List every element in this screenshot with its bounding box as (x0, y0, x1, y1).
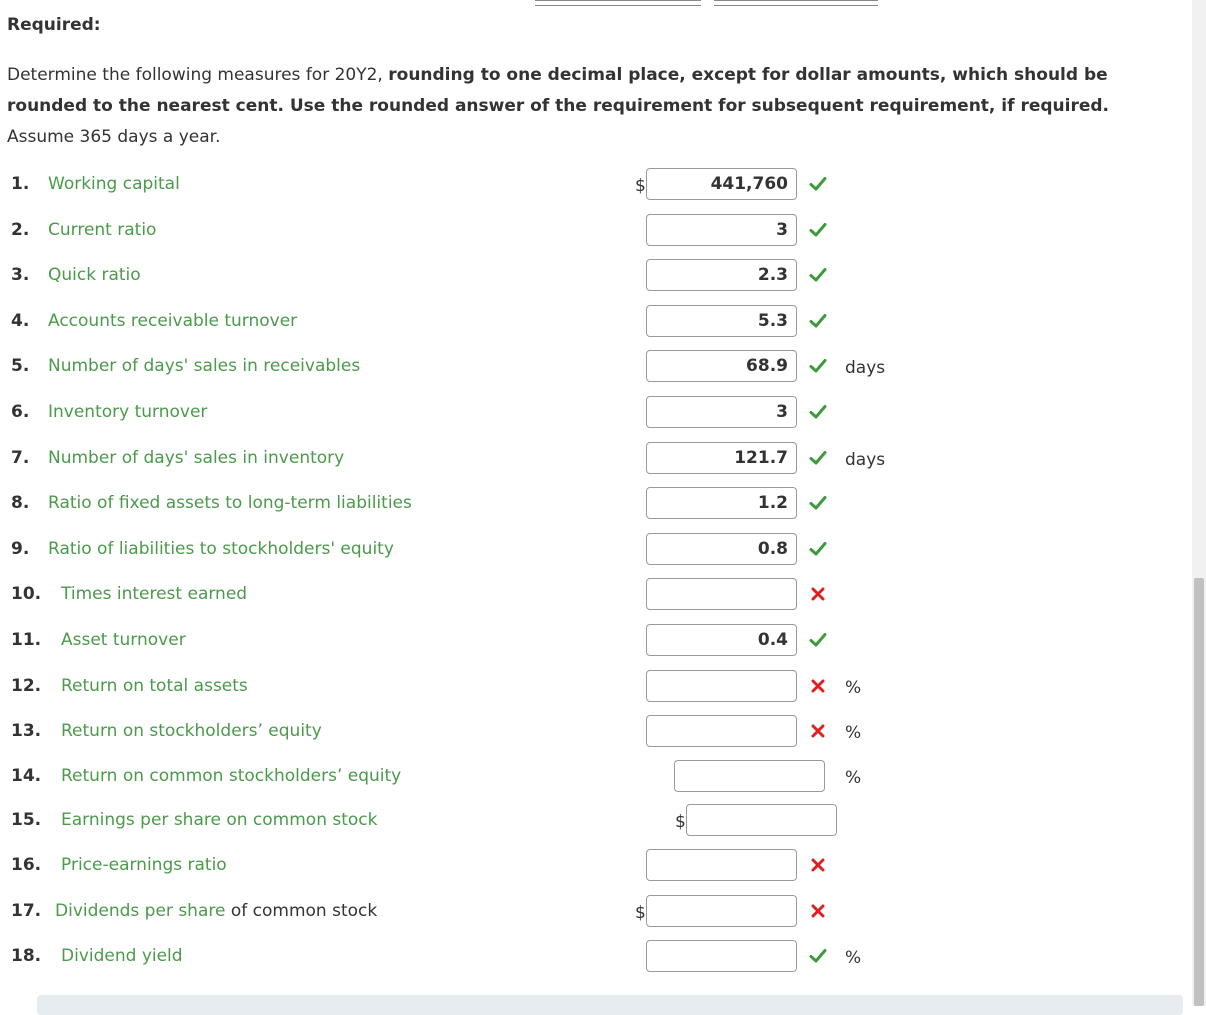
answer-input[interactable] (646, 578, 797, 610)
requirement-label[interactable] (61, 668, 248, 704)
requirement-label[interactable] (61, 847, 227, 883)
required-heading: Required: (7, 15, 101, 35)
requirement-row (0, 893, 1180, 929)
requirement-row (0, 622, 1180, 658)
answer-input[interactable] (646, 895, 797, 927)
requirement-row (0, 166, 1180, 202)
answer-input[interactable] (646, 715, 797, 747)
requirement-label-text[interactable]: Inventory turnover (48, 402, 208, 422)
answer-input[interactable] (646, 940, 797, 972)
correct-check-icon (808, 938, 828, 974)
requirement-label-text[interactable]: Return on common stockholders’ equity (61, 766, 402, 786)
requirement-label[interactable] (48, 531, 394, 567)
requirement-label[interactable] (48, 166, 180, 202)
requirement-label[interactable] (48, 394, 207, 430)
answer-input[interactable]: 0.8 (646, 533, 797, 565)
answer-input[interactable] (646, 670, 797, 702)
requirement-label[interactable] (48, 212, 156, 248)
requirement-number: 1. (11, 174, 30, 194)
requirement-row (0, 257, 1180, 293)
instructions (7, 60, 1177, 153)
answer-input[interactable]: 68.9 (646, 350, 797, 382)
requirement-number: 12. (11, 676, 42, 696)
correct-check-icon (808, 485, 828, 521)
correct-check-icon (808, 531, 828, 567)
answer-input[interactable]: 1.2 (646, 487, 797, 519)
instructions-rounding-note: rounding to one decimal place, except for dollar amounts, which should be rounded to the nearest cent. Use the rounded answer of the requirement for subsequent requirement, if required. (7, 65, 1110, 116)
dollar-sign: $ (635, 903, 646, 923)
correct-check-icon (808, 348, 828, 384)
answer-input[interactable]: 2.3 (646, 259, 797, 291)
instructions-text-2: Assume 365 days a year. (7, 127, 221, 147)
requirement-label-text[interactable]: Working capital (48, 174, 180, 194)
requirement-number: 13. (11, 721, 42, 741)
answer-input[interactable] (674, 760, 825, 792)
requirement-label-text[interactable]: Earnings per share on common stock (61, 810, 378, 830)
answer-input[interactable]: 0.4 (646, 624, 797, 656)
requirement-row (0, 576, 1180, 612)
requirement-number: 7. (11, 448, 30, 468)
incorrect-cross-icon (808, 847, 828, 883)
requirement-number: 5. (11, 356, 30, 376)
requirement-row (0, 348, 1180, 384)
correct-check-icon (808, 212, 828, 248)
requirement-label[interactable] (61, 622, 186, 658)
requirement-label[interactable] (55, 893, 377, 929)
answer-input[interactable]: 441,760 (646, 168, 797, 200)
requirement-label[interactable] (48, 485, 412, 521)
requirement-row (0, 758, 1180, 794)
percent-unit: % (845, 678, 862, 698)
percent-unit: % (845, 768, 862, 788)
scrollbar-thumb[interactable] (1194, 578, 1204, 1006)
requirement-row (0, 440, 1180, 476)
requirement-label-text[interactable]: Quick ratio (48, 265, 141, 285)
requirement-label-suffix: of common stock (225, 901, 378, 921)
requirement-label[interactable] (61, 758, 401, 794)
incorrect-cross-icon (808, 668, 828, 704)
answer-input[interactable] (646, 849, 797, 881)
correct-check-icon (808, 622, 828, 658)
answer-input[interactable]: 3 (646, 396, 797, 428)
incorrect-cross-icon (808, 576, 828, 612)
requirement-row (0, 212, 1180, 248)
requirement-number: 8. (11, 493, 30, 513)
days-unit: days (845, 358, 886, 378)
top-underline-right (714, 0, 878, 6)
answer-input[interactable]: 3 (646, 214, 797, 246)
correct-check-icon (808, 166, 828, 202)
requirement-row (0, 531, 1180, 567)
dollar-sign: $ (675, 812, 686, 832)
requirement-label-text[interactable]: Asset turnover (61, 630, 186, 650)
dollar-sign: $ (635, 176, 646, 196)
requirement-row (0, 303, 1180, 339)
requirement-label-text[interactable]: Return on total assets (61, 676, 248, 696)
requirement-number: 15. (11, 810, 42, 830)
incorrect-cross-icon (808, 893, 828, 929)
requirement-label-text[interactable]: Number of days' sales in inventory (48, 448, 345, 468)
requirement-label-text[interactable]: Accounts receivable turnover (48, 311, 298, 331)
requirement-row (0, 847, 1180, 883)
requirement-label[interactable] (48, 303, 297, 339)
requirement-row (0, 668, 1180, 704)
requirement-number: 10. (11, 584, 42, 604)
requirement-number: 18. (11, 946, 42, 966)
days-unit: days (845, 450, 886, 470)
instructions-text-1: Determine the following measures for 20Y2, (7, 65, 389, 85)
requirement-row (0, 394, 1180, 430)
requirement-label[interactable] (61, 713, 322, 749)
requirement-label-text[interactable]: Price-earnings ratio (61, 855, 227, 875)
requirement-row (0, 485, 1180, 521)
incorrect-cross-icon (808, 713, 828, 749)
requirement-label[interactable] (61, 576, 247, 612)
requirement-label-text[interactable]: Number of days' sales in receivables (48, 356, 361, 376)
requirement-label[interactable] (48, 257, 141, 293)
percent-unit: % (845, 723, 862, 743)
requirement-label-text[interactable]: Times interest earned (61, 584, 248, 604)
requirement-number: 16. (11, 855, 42, 875)
requirement-row (0, 713, 1180, 749)
requirement-row (0, 938, 1180, 974)
answer-input[interactable]: 121.7 (646, 442, 797, 474)
requirement-label[interactable] (61, 802, 377, 838)
requirement-number: 9. (11, 539, 30, 559)
correct-check-icon (808, 257, 828, 293)
requirement-label-text[interactable]: Ratio of liabilities to stockholders' equity (48, 539, 394, 559)
answer-input[interactable]: 5.3 (646, 305, 797, 337)
requirement-label-text[interactable]: Dividends per share (55, 901, 226, 921)
requirement-label[interactable] (61, 938, 183, 974)
requirement-number: 17. (11, 901, 42, 921)
requirement-number: 2. (11, 220, 30, 240)
requirement-label-text[interactable]: Return on stockholders’ equity (61, 721, 322, 741)
requirement-number: 3. (11, 265, 30, 285)
requirement-number: 14. (11, 766, 42, 786)
requirement-label-text[interactable]: Dividend yield (61, 946, 183, 966)
requirement-label-text[interactable]: Current ratio (48, 220, 157, 240)
requirement-number: 11. (11, 630, 42, 650)
correct-check-icon (808, 303, 828, 339)
correct-check-icon (808, 440, 828, 476)
bottom-panel (37, 995, 1183, 1015)
requirement-row (0, 802, 1180, 838)
requirement-label[interactable] (48, 348, 360, 384)
requirement-label-text[interactable]: Ratio of fixed assets to long-term liabilities (48, 493, 412, 513)
requirement-label[interactable] (48, 440, 344, 476)
requirement-number: 4. (11, 311, 30, 331)
requirement-number: 6. (11, 402, 30, 422)
top-underline-left (535, 0, 701, 6)
percent-unit: % (845, 948, 862, 968)
correct-check-icon (808, 394, 828, 430)
answer-input[interactable] (686, 804, 837, 836)
